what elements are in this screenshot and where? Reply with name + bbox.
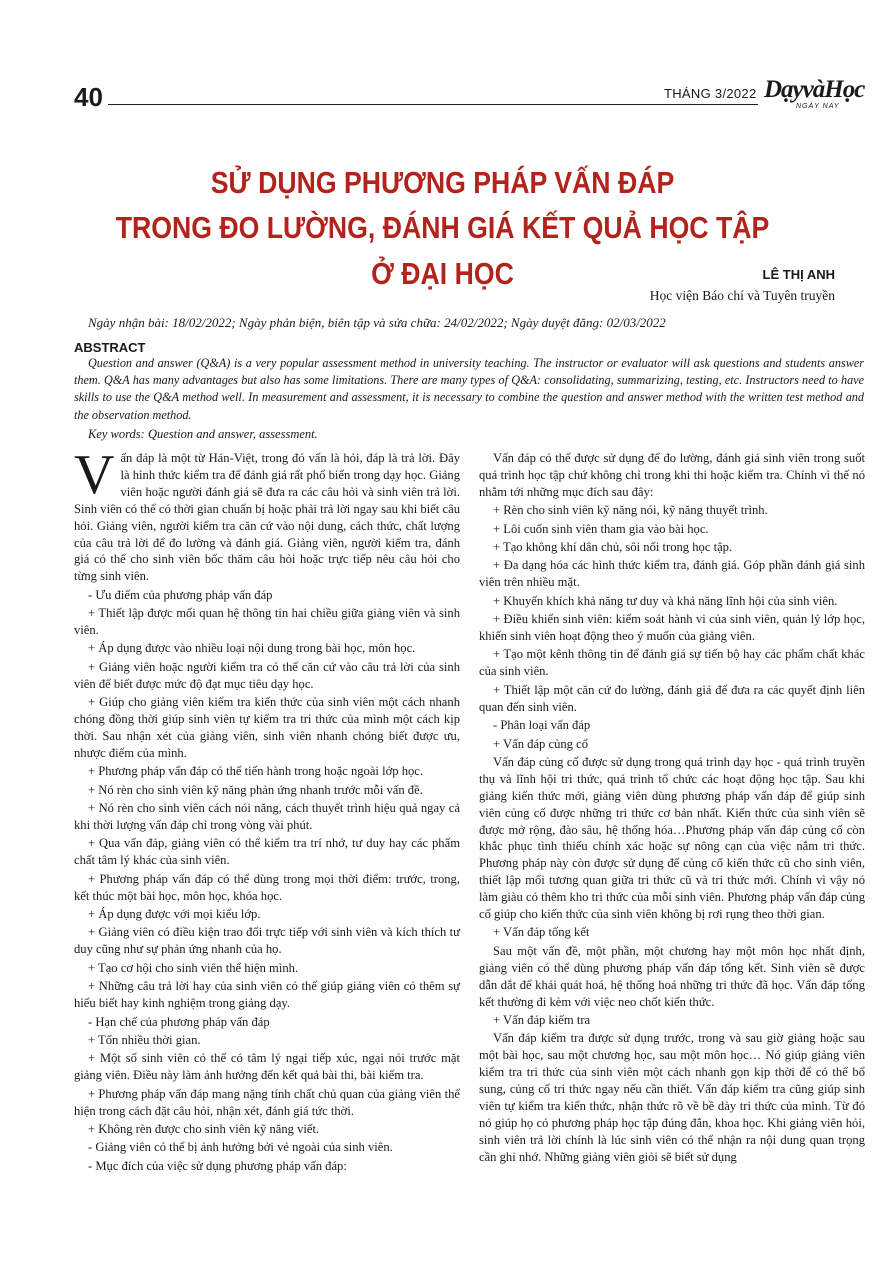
body-paragraph: + Qua vấn đáp, giảng viên có thể kiểm tra trí nhớ, tư duy hay các phẩm chất tâm lý khác của sinh viên. — [74, 836, 460, 868]
body-paragraph: - Giảng viên có thể bị ảnh hưởng bởi vẻ ngoài của sinh viên. — [88, 1140, 393, 1155]
body-paragraph: - Hạn chế của phương pháp vấn đáp — [88, 1014, 270, 1029]
body-paragraph: + Vấn đáp kiểm tra — [493, 1013, 591, 1027]
body-paragraph: + Tạo một kênh thông tin để đánh giá sự tiến bộ hay các phẩm chất khác của sinh viên. — [479, 647, 865, 679]
body-paragraph-text: ấn đáp là một từ Hán-Việt, trong đó vấn là hỏi, đáp là trả lời. Đây là hình thức kiểm tra để đánh giá rất phổ biến trong dạy học. Giảng viên hoặc người đánh giá sẽ đưa ra các câu hỏi và sinh viên trả lời. Sinh viên có thể có thời gian chuẩn bị hoặc phải trả lời ngay sau khi biết câu hỏi. Giảng viên, người kiểm tra căn cứ vào nội dung, cách thức, chất lượng của câu trả lời để đo lường và đánh giá. Giảng viên, người kiểm tra, đánh giá có thể cho sinh viên bốc thăm câu hỏi hoặc trực tiếp nêu câu hỏi cho từng sinh viên. — [74, 451, 460, 584]
body-column-left — [74, 444, 460, 1176]
body-paragraph: + Đa dạng hóa các hình thức kiểm tra, đánh giá. Góp phần đánh giá sinh viên trên nhiều mặt. — [479, 558, 865, 590]
body-paragraph: + Thiết lập một căn cứ đo lường, đánh giá để đưa ra các quyết định liên quan đến sinh viên. — [479, 682, 865, 714]
issue-date: THÁNG 3/2022 — [664, 86, 757, 101]
article-title-line-1: SỬ DỤNG PHƯƠNG PHÁP VẤN ĐÁP — [210, 165, 675, 200]
abstract-text: Question and answer (Q&A) is a very popular assessment method in university teaching. The instructor or evaluator will ask questions and students answer them. Q&A has many advantages but also has some limitations. There are many types of Q&A: consolidating, summarizing, testing, etc. Instructors need to have skills to use the Q&A method well. In measurement and assessment, it is necessary to combine the question and answer method with the written test method and the observation method. — [74, 356, 864, 422]
body-paragraph: - Mục đích của việc sử dụng phương pháp vấn đáp: — [88, 1158, 347, 1173]
body-paragraph: + Nó rèn cho sinh viên kỹ năng phản ứng nhanh trước mỗi vấn đề. — [88, 782, 423, 797]
body-paragraph: + Những câu trả lời hay của sinh viên có thể giúp giảng viên có thêm sự hiểu biết hay kinh nghiệm trong giảng dạy. — [74, 979, 460, 1011]
body-paragraph: + Phương pháp vấn đáp mang nặng tính chất chủ quan của giảng viên thể hiện trong cách đặt câu hỏi, nhận xét, đánh giá tức thời. — [74, 1086, 460, 1118]
body-paragraph: + Giảng viên hoặc người kiểm tra có thể căn cứ vào câu trả lời của sinh viên để biết được mức độ đạt mục tiêu dạy học. — [74, 659, 460, 691]
body-paragraph: + Rèn cho sinh viên kỹ năng nói, kỹ năng thuyết trình. — [493, 503, 768, 518]
body-paragraph: + Tạo không khí dân chủ, sôi nổi trong học tập. — [493, 540, 733, 555]
body-paragraph: Vấn đáp có thể được sử dụng để đo lường, đánh giá sinh viên trong suốt quá trình học tập chứ không chỉ trong khi thi hoặc kiểm tra. Chính vì thế nó nhằm tới những mục đích sau đây: — [479, 451, 865, 499]
author-name: LÊ THỊ ANH — [762, 267, 835, 282]
body-paragraph: + Vấn đáp củng cố — [493, 736, 589, 751]
article-title-line-2: TRONG ĐO LƯỜNG, ĐÁNH GIÁ KẾT QUẢ HỌC TẬP Ở ĐẠI HỌC — [115, 210, 770, 291]
body-paragraph: + Thiết lập được mối quan hệ thông tin hai chiều giữa giảng viên và sinh viên. — [74, 606, 460, 638]
body-paragraph: + Vấn đáp tổng kết — [493, 925, 590, 940]
body-paragraph: + Tốn nhiều thời gian. — [88, 1032, 201, 1047]
body-column-right — [479, 450, 865, 1167]
header-rule — [108, 104, 758, 105]
submission-dates: Ngày nhận bài: 18/02/2022; Ngày phản biện, biên tập và sửa chữa: 24/02/2022; Ngày duyệt đăng: 02/03/2022 — [88, 315, 666, 330]
body-paragraph — [74, 444, 460, 585]
body-paragraph: + Giúp cho giảng viên kiểm tra kiến thức của sinh viên một cách nhanh chóng đồng thời giúp sinh viên tự kiểm tra tri thức của mình một cách kịp thời. Sau nhận xét của giảng viên, sinh viên nhanh chóng biết được ưu, nhược điểm của mình. — [74, 695, 460, 760]
page-number: 40 — [74, 82, 103, 112]
body-paragraph: + Phương pháp vấn đáp có thể tiến hành trong hoặc ngoài lớp học. — [88, 764, 424, 779]
body-paragraph: + Khuyến khích khả năng tư duy và khả năng lĩnh hội của sinh viên. — [493, 593, 838, 608]
body-paragraph: Sau một vấn đề, một phần, một chương hay một môn học nhất định, giảng viên có thể dùng phương pháp vấn đáp tổng kết. Sinh viên sẽ được dẫn dắt để khái quát hoá, hệ thống hoá những tri thức đã học. Vấn đáp tổng kết thường đi kèm với việc neo chốt kiến thức. — [479, 943, 865, 1009]
body-paragraph: + Phương pháp vấn đáp có thể dùng trong mọi thời điểm: trước, trong, kết thúc một bài học, môn học, khóa học. — [74, 871, 460, 903]
journal-logo: DạyvàHọc — [764, 76, 865, 103]
author-affiliation: Học viện Báo chí và Tuyên truyền — [649, 288, 835, 303]
body-paragraph: + Áp dụng được với mọi kiểu lớp. — [88, 907, 261, 922]
body-paragraph: + Điều khiển sinh viên: kiểm soát hành vi của sinh viên, quản lý lớp học, khiến sinh viên hoạt động theo ý muốn của giảng viên. — [479, 612, 865, 644]
body-paragraph: + Áp dụng được vào nhiều loại nội dung trong bài học, môn học. — [88, 641, 416, 656]
body-paragraph: + Giảng viên có điều kiện trao đổi trực tiếp với sinh viên và kích thích tư duy cũng như sự phản ứng nhanh của họ. — [74, 925, 460, 957]
drop-cap: V — [74, 444, 115, 506]
body-paragraph: + Một số sinh viên có thể có tâm lý ngại tiếp xúc, ngại nói trước mặt giảng viên. Điều này làm ảnh hưởng đến kết quả bài thi, bài kiểm tra. — [74, 1051, 460, 1083]
body-paragraph: - Phân loại vấn đáp — [493, 718, 591, 733]
keywords: Key words: Question and answer, assessment. — [88, 427, 318, 441]
body-paragraph: Vấn đáp củng cố được sử dụng trong quá trình dạy học - quá trình truyền thụ và lĩnh hội tri thức, quá trình tổ chức các hoạt động học tập. Sau khi giảng kiến thức mới, giảng viên dùng phương pháp vấn đáp để giúp sinh viên củng cố được những tri thức cơ bản nhất. Kiến thức của sinh viên sẽ được mở rộng, đào sâu, hệ thống hóa…Phương pháp vấn đáp củng cố còn khắc phục tình thiếu chính xác hoặc sự nông cạn của việc nắm tri thức. Phương pháp này còn được sử dụng để củng cố kiến thức cũ cho sinh viên, thiết lập mối tương quan giữa tri thức cũ và tri thức mới. Chính vì vậy nó làm giàu có thêm kho tri thức của mỗi sinh viên. Phương pháp vấn đáp củng cố giúp cho kiến thức của sinh viên không bị rơi rụng theo thời gian. — [479, 754, 865, 922]
journal-logo-subtitle: NGÀY NAY — [796, 103, 840, 110]
body-paragraph: Vấn đáp kiểm tra được sử dụng trước, trong và sau giờ giảng hoặc sau một bài học, sau một chương học, sau một môn học… Nó giúp giảng viên kiểm tra tri thức của sinh viên một cách nhanh gọn kịp thời để có thể bổ sung, củng cố tri thức ngay nếu cần thiết. Vấn đáp kiểm tra cũng giúp sinh viên tự kiểm tra kiến thức, nhận thức rõ về bề dày tri thức của mình. Từ đó nó giúp họ có phương pháp học tập đúng đắn, khoa học. Khi giảng viên hỏi, sinh viên trả lời chính là lúc sinh viên có thể nhận ra nội dung quan trọng cần ghi nhớ. Những giảng viên giỏi sẽ biết sử dụng — [479, 1031, 865, 1164]
abstract-heading: ABSTRACT — [74, 340, 146, 355]
body-paragraph: - Ưu điểm của phương pháp vấn đáp — [88, 587, 273, 602]
body-paragraph: + Tạo cơ hội cho sinh viên thể hiện mình. — [88, 960, 299, 975]
body-paragraph: + Nó rèn cho sinh viên cách nói năng, cách thuyết trình hiệu quả ngay cả khi thời lượng vấn đáp chỉ trong vòng vài phút. — [74, 801, 460, 833]
body-paragraph: + Không rèn được cho sinh viên kỹ năng viết. — [88, 1121, 320, 1136]
body-paragraph: + Lôi cuốn sinh viên tham gia vào bài học. — [493, 521, 709, 536]
